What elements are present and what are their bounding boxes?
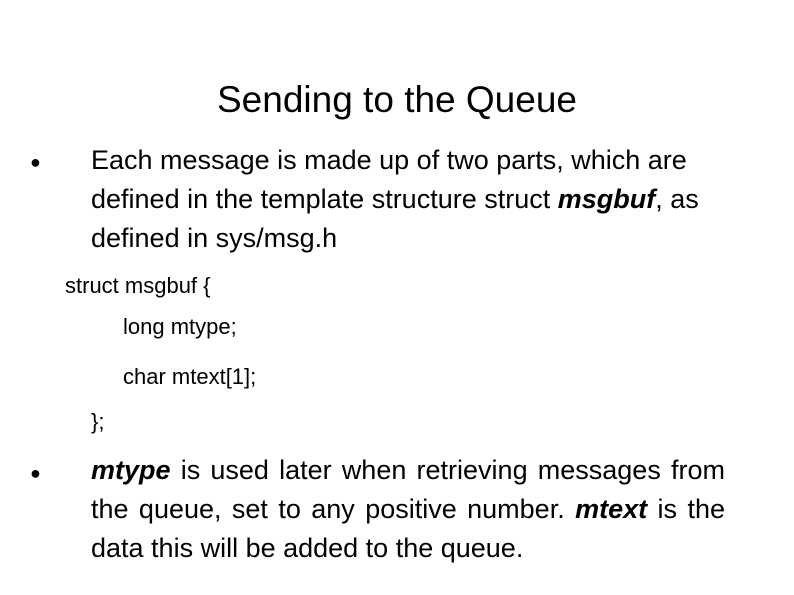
point2-text: is used later when retrieving messages from the queue, set to any positive number. [91, 455, 725, 524]
point2-tail: is the data this will be added to the queue. [91, 494, 725, 563]
bullet-text-message-parts [91, 141, 725, 258]
code-struct-close: }; [91, 409, 105, 434]
code-field-mtext: char mtext[1]; [123, 364, 257, 389]
point1-text: Each message is made up of two parts, which are defined in the template structure struct [91, 145, 687, 214]
point2-emphasis-mtype: mtype [91, 455, 171, 485]
bullet-text-mtype-description [91, 451, 725, 568]
point1-emphasis: msgbuf [557, 184, 656, 214]
code-struct-open: struct msgbuf { [65, 273, 211, 298]
bullet-icon: ● [30, 463, 41, 483]
slide-title: Sending to the Queue [216, 79, 577, 120]
point1-tail: , as defined in sys/msg.h [91, 184, 699, 253]
bullet-icon: ● [30, 152, 41, 172]
code-field-mtype: long mtype; [123, 314, 237, 339]
point2-emphasis-mtext: mtext [575, 494, 648, 524]
